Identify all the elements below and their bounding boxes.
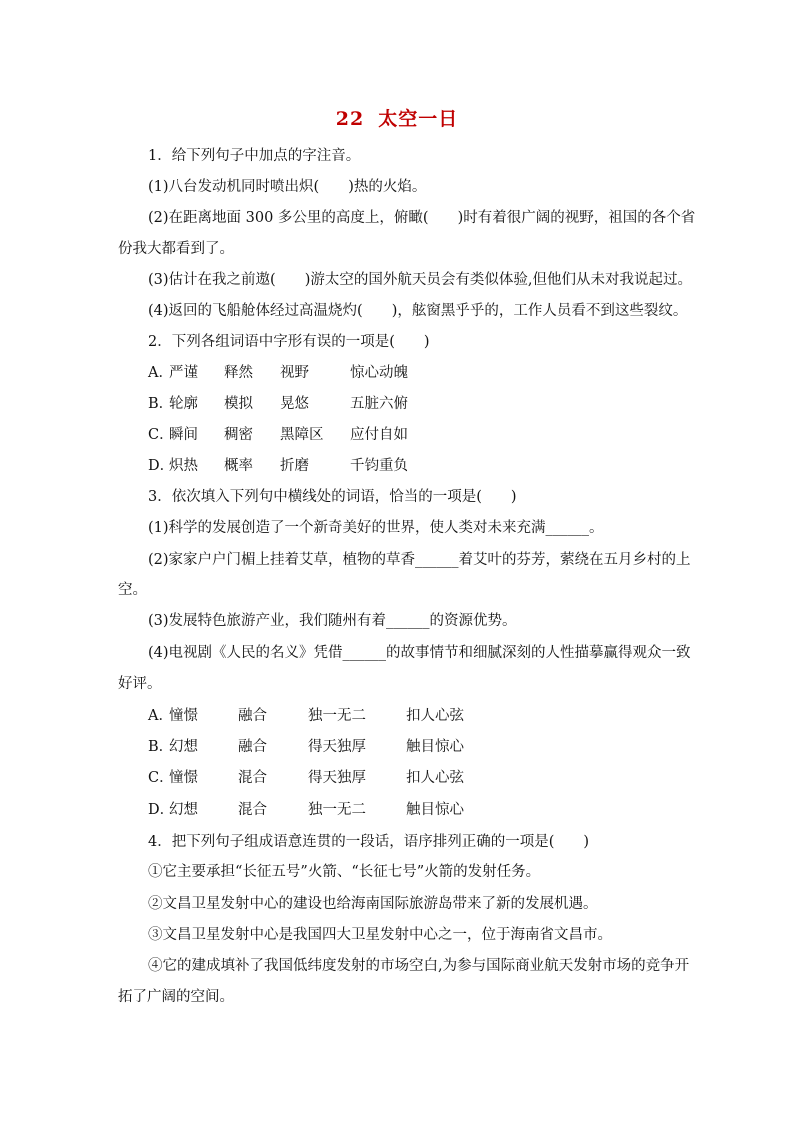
option-word: 释然 bbox=[224, 365, 253, 381]
option-word: 触目惊心 bbox=[406, 802, 464, 818]
option-word: 混合 bbox=[238, 770, 267, 786]
option-label: A． bbox=[148, 708, 173, 724]
q4-sentence-4: ④它的建成填补了我国低纬度发射的市场空白,为参与国际商业航天发射市场的竞争开 bbox=[148, 958, 690, 974]
q4-sentence-3: ③文昌卫星发射中心是我国四大卫星发射中心之一，位于海南省文昌市。 bbox=[148, 927, 612, 943]
lesson-title: 太空一日 bbox=[378, 108, 459, 130]
option-word: 炽热 bbox=[169, 458, 198, 474]
option-word: 模拟 bbox=[224, 396, 253, 412]
q1-sentence-2: (2)在距离地面 300 多公里的高度上，俯瞰( )时有着很广阔的视野，祖国的各个省 bbox=[148, 210, 696, 226]
option-word: 晃悠 bbox=[280, 396, 309, 412]
option-word: 扣人心弦 bbox=[406, 770, 464, 786]
q4-sentence-4-cont: 拓了广阔的空间。 bbox=[118, 989, 234, 1005]
option-word: 瞬间 bbox=[169, 427, 198, 443]
q2-stem: 2．下列各组词语中字形有误的一项是( ) bbox=[148, 334, 430, 350]
option-word: 千钧重负 bbox=[350, 458, 408, 474]
option-word: 独一无二 bbox=[308, 802, 366, 818]
option-word: 扣人心弦 bbox=[406, 708, 464, 724]
option-label: B． bbox=[148, 739, 174, 755]
option-word: 概率 bbox=[224, 458, 253, 474]
q4-sentence-2: ②文昌卫星发射中心的建设也给海南国际旅游岛带来了新的发展机遇。 bbox=[148, 896, 598, 912]
option-word: 融合 bbox=[238, 739, 267, 755]
option-word: 融合 bbox=[238, 708, 267, 724]
option-label: D． bbox=[148, 802, 175, 818]
option-word: 五脏六俯 bbox=[350, 396, 408, 412]
option-word: 折磨 bbox=[280, 458, 309, 474]
option-word: 轮廓 bbox=[169, 396, 198, 412]
q3-stem: 3．依次填入下列句中横线处的词语，恰当的一项是( ) bbox=[148, 489, 517, 505]
q3-sentence-4: (4)电视剧《人民的名义》凭借______的故事情节和细腻深刻的人性描摹赢得观众一致 bbox=[148, 645, 691, 661]
option-word: 应付自如 bbox=[350, 427, 408, 443]
q4-stem: 4．把下列句子组成语意连贯的一段话，语序排列正确的一项是( ) bbox=[148, 834, 590, 850]
q1-sentence-3: (3)估计在我之前遨( )游太空的国外航天员会有类似体验,但他们从未对我说起过。 bbox=[148, 272, 692, 288]
q3-sentence-4-cont: 好评。 bbox=[118, 676, 162, 692]
q1-sentence-1: (1)八台发动机同时喷出炽( )热的火焰。 bbox=[148, 179, 427, 195]
option-word: 憧憬 bbox=[169, 708, 198, 724]
option-word: 稠密 bbox=[224, 427, 253, 443]
q1-sentence-4: (4)返回的飞船舱体经过高温烧灼( )，舷窗黑乎乎的，工作人员看不到这些裂纹。 bbox=[148, 303, 688, 319]
option-word: 视野 bbox=[280, 365, 309, 381]
option-word: 黑障区 bbox=[280, 427, 324, 443]
q1-sentence-2-cont: 份我大都看到了。 bbox=[118, 241, 234, 257]
lesson-number: 22 bbox=[335, 108, 365, 130]
q3-sentence-2-cont: 空。 bbox=[118, 582, 147, 598]
option-label: D． bbox=[148, 458, 175, 474]
q3-sentence-2: (2)家家户户门楣上挂着艾草，植物的草香______着艾叶的芬芳，萦绕在五月乡村的上 bbox=[148, 552, 691, 568]
option-word: 幻想 bbox=[169, 802, 198, 818]
q1-stem: 1．给下列句子中加点的字注音。 bbox=[148, 148, 361, 164]
q3-sentence-3: (3)发展特色旅游产业，我们随州有着______的资源优势。 bbox=[148, 613, 517, 629]
option-label: C． bbox=[148, 770, 174, 786]
option-word: 得天独厚 bbox=[308, 739, 366, 755]
option-word: 混合 bbox=[238, 802, 267, 818]
option-word: 触目惊心 bbox=[406, 739, 464, 755]
option-word: 得天独厚 bbox=[308, 770, 366, 786]
option-word: 憧憬 bbox=[169, 770, 198, 786]
option-label: B． bbox=[148, 396, 174, 412]
option-word: 幻想 bbox=[169, 739, 198, 755]
option-word: 惊心动魄 bbox=[350, 365, 408, 381]
option-word: 严谨 bbox=[169, 365, 198, 381]
page-title bbox=[0, 104, 794, 131]
option-label: C． bbox=[148, 427, 174, 443]
q3-sentence-1: (1)科学的发展创造了一个新奇美好的世界，使人类对未来充满______。 bbox=[148, 520, 604, 536]
option-word: 独一无二 bbox=[308, 708, 366, 724]
option-label: A． bbox=[148, 365, 173, 381]
q4-sentence-1: ①它主要承担“长征五号”火箭、“长征七号”火箭的发射任务。 bbox=[148, 864, 541, 880]
